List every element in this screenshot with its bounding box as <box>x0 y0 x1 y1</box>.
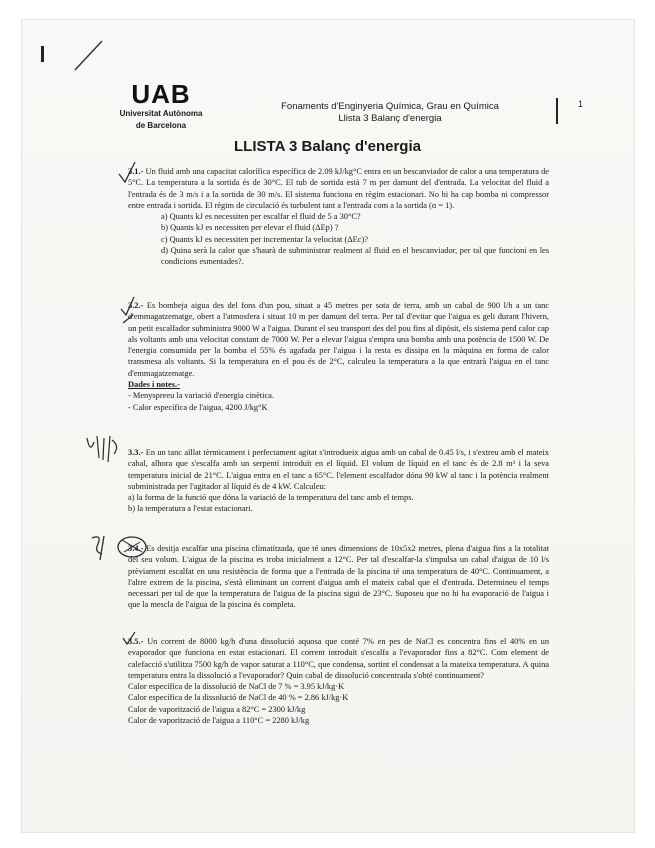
problem-number: 3.3.- <box>128 448 144 457</box>
subquestion-b: b) la temperatura a l'estat estacionari. <box>128 504 253 514</box>
problem-number: 3.1.- <box>128 167 144 176</box>
problem-text: Es bombeja aigua des del fons d'un pou, situat a 45 metres per sota de terra, amb un cabal de 900 l/h a un tanc d'emmagatzematge, obert a l'atmosfera i situat 10 m per damunt del terra. Per tal d'evitar que l'aigua es geli durant l'hivern, un petit escalfador subministra 9000 W a l'aigua. Durant el seu transport des del pou fins al dipòsit, els sistema perd calor cap als voltants amb una velocitat constant de 7000 W. Per a elevar l'aigua s'empra una bomba amb una potència de 1500 W. De l'energia consumida per la bomba el 55% és agafada per l'aigua i la resta es dissipa en la màquina en forma de calor transmesa als voltants. Si la temperatura en el pou és de 2°C, calculeu la temperatura a la que entrarà l'aigua en el tanc d'emmagatzematge. <box>128 301 549 378</box>
handwritten-scribble <box>88 530 150 564</box>
subquestion-d: d) Quina serà la calor que s'haurà de subministrar realment al fluid en el bescanviador, per tal que funcioni en les condicions esmentades?. <box>161 246 549 267</box>
note-item: - Menyspreeu la variació d'energia cinètica. <box>128 391 274 401</box>
problem-text: Un fluid amb una capacitat calorífica específica de 2.09 kJ/kg°C entra en un bescanviador de calor a una temperatura de 5°C. La temperatura a la sortida és de 30°C. El tub de sortida està 7 m per damunt del d'entrada. La velocitat del fluid a l'entrada és de 3 m/s i a la sortida de 30 m/s. El sistema funciona en règim estacionari. No hi ha cap bomba ni compressor entre entrada i sortida. El règim de circulació és turbulent tant a l'entrada com a la sortida (α = 1). <box>128 167 549 210</box>
page-number: 1 <box>578 99 584 109</box>
notes-heading: Dades i notes.- <box>128 380 180 390</box>
handwritten-check-mark <box>117 295 137 329</box>
subquestion-a: a) Quants kJ es necessiten per escalfar el fluid de 5 a 30°C? <box>161 212 361 222</box>
margin-mark <box>41 46 44 62</box>
logo-line-2: de Barcelona <box>135 121 187 130</box>
page-title: LLISTA 3 Balanç d'energia <box>234 138 421 155</box>
problem-text: Un corrent de 8000 kg/h d'una dissolució aquosa que conté 7% en pes de NaCl es concentra fins el 40% en un evaporador que funciona en estat estacionari. El corrent introduït s'escalfa a l'evaporador fins a 82°C. Com element de calefacció s'utilitza 7500 kg/h de vapor saturat a 110°C, que condensa, sortint el condensat a la mateixa temperatura. A quina temperatura entra la dissolució a l'evaporador? Quin cabal de dissolució concentrada s'obté continuament? <box>128 637 550 680</box>
problem-text: Es desitja escalfar una piscina climatitzada, que té unes dimensions de 10x5x2 metres, plena d'aigua fins a la totalitat del seu volum. L'aigua de la piscina es troba inicialment a 12°C. Per tal d'escalfar-la s'impulsa un cabal d'aigua de 10 l/s prèviament escalfat en una resistència de forma que a l'entrada de la piscina té una temperatura de 40°C. Continuament, a l'altre extrem de la piscina, s'està eliminant un corrent d'aigua amb el mateix cabal que el d'entrada. Determineu el temps necessari per tal de que la temperatura de l'aigua de la piscina sigui de 23°C. Suposeu que no hi ha evaporació de l'aigua i que la mescla de l'aigua de la piscina és completa. <box>128 544 549 610</box>
logo-line-1: Universitat Autònoma <box>119 109 203 118</box>
handwritten-check-mark <box>116 160 138 186</box>
problem-3-1 <box>128 166 549 268</box>
page-header <box>250 101 530 125</box>
problem-3-3 <box>128 447 549 515</box>
course-name: Fonaments d'Enginyeria Química, Grau en Química <box>281 101 499 112</box>
subquestion-c: c) Quants kJ es necessiten per incrementar la velocitat (ΔEc)? <box>161 234 368 244</box>
problem-number: 3.4.- <box>128 544 144 553</box>
header-divider <box>556 98 558 124</box>
logo-wordmark: UAB <box>131 79 191 109</box>
problem-3-5 <box>128 636 549 726</box>
subquestion-b: b) Quants kJ es necessiten per elevar el fluid (ΔEp) ? <box>161 223 339 233</box>
problem-3-2 <box>128 300 549 413</box>
handwritten-scribble <box>84 432 124 466</box>
problem-3-4 <box>128 543 549 611</box>
problem-text: En un tanc aïllat tèrmicament i perfectament agitat s'introdueix aigua amb un cabal de 0.45 l/s, i s'extreu amb el mateix cabal, alhora que s'escalfa amb un serpentí introduït en el líquid. El volum de líquid en el tanc és de 2.8 m³ i la seva temperatura inicial de 21°C. L'aigua entra en el tanc a 65°C. l'element escalfador dóna 90 kW al tanc i la potència realment subministrada per l'agitador al líquid és de 4 kW. Calculeu: <box>128 448 549 491</box>
data-line: Calor de vaporització de l'aigua a 110°C = 2280 kJ/kg <box>128 716 310 726</box>
handwritten-check-mark <box>121 630 137 648</box>
data-line: Calor de vaporització de l'aigua a 82°C = 2300 kJ/kg <box>128 704 306 714</box>
data-line: Calor específica de la dissolució de NaCl de 40 % = 2.86 kJ/kg·K <box>128 693 349 703</box>
note-item: - Calor específica de l'aigua, 4200 J/kg°K <box>128 402 268 412</box>
data-line: Calor específica de la dissolució de NaCl de 7 % = 3.95 kJ/kg·K <box>128 682 345 692</box>
problem-number: 3.5.- <box>128 637 144 646</box>
sheet-name: Llista 3 Balanç d'energia <box>338 113 442 124</box>
pen-stroke-annotation <box>72 38 104 72</box>
subquestion-a: a) la forma de la funció que dóna la variació de la temperatura del tanc amb el temps. <box>128 493 414 503</box>
uab-logo <box>116 81 206 131</box>
problem-number: 3.2.- <box>128 301 144 310</box>
